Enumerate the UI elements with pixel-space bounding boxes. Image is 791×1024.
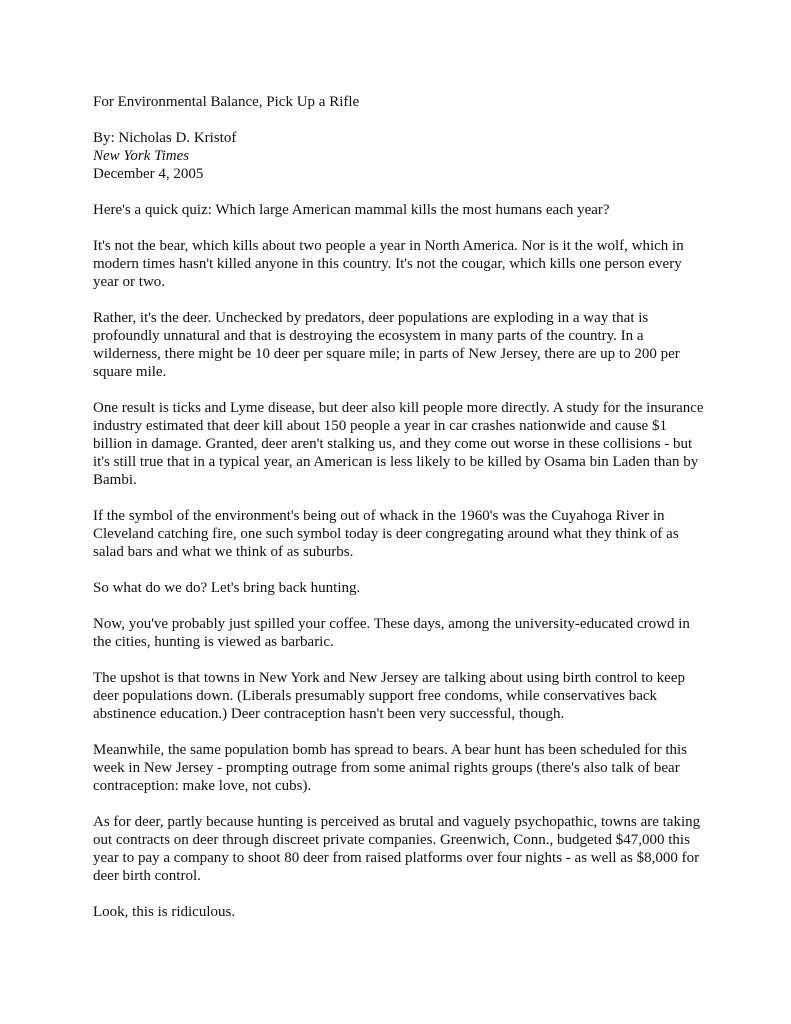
- paragraph-deer: Rather, it's the deer. Unchecked by predators, deer populations are exploding in a way that is profoundly unnatural and that is destroying the ecosystem in many parts of the country. In a wilderness, there might be 10 deer per square mile; in parts of New Jersey, there are up to 200 per square mile.: [93, 310, 680, 380]
- byline: By: Nicholas D. Kristof: [93, 130, 237, 146]
- paragraph-ticks: One result is ticks and Lyme disease, but deer also kill people more directly. A study for the insurance industry estimated that deer kill about 150 people a year in car crashes nationwide and cause $1 billion in damage. Granted, deer aren't stalking us, and they come out worse in these collisions - but it's still true that in a typical year, an American is less likely to be killed by Osama bin Laden than by Bambi.: [93, 400, 704, 488]
- article-meta: [93, 129, 708, 183]
- paragraph-not-bear: It's not the bear, which kills about two people a year in North America. Nor is it the wolf, which in modern times hasn't killed anyone in this country. It's not the cougar, which kills one person every year or two.: [93, 238, 684, 290]
- paragraph-hunting: So what do we do? Let's bring back hunting.: [93, 580, 361, 596]
- paragraph-ridiculous: Look, this is ridiculous.: [93, 904, 236, 920]
- paragraph-contracts: As for deer, partly because hunting is perceived as brutal and vaguely psychopathic, towns are taking out contracts on deer through discreet private companies. Greenwich, Conn., budgeted $47,000 this year to pay a company to shoot 80 deer from raised platforms over four nights - as well as $8,000 for deer birth control.: [93, 814, 701, 884]
- paragraph-coffee: Now, you've probably just spilled your coffee. These days, among the university-educated crowd in the cities, hunting is viewed as barbaric.: [93, 616, 690, 650]
- paragraph-quiz: Here's a quick quiz: Which large American mammal kills the most humans each year?: [93, 202, 610, 218]
- article-body: [93, 201, 708, 921]
- publication-name: New York Times: [93, 148, 190, 164]
- document-page: [93, 93, 708, 939]
- paragraph-upshot: The upshot is that towns in New York and New Jersey are talking about using birth control to keep deer populations down. (Liberals presumably support free condoms, while conservatives back abstinence education.) Deer contraception hasn't been very successful, though.: [93, 670, 685, 722]
- paragraph-bears: Meanwhile, the same population bomb has spread to bears. A bear hunt has been scheduled for this week in New Jersey - prompting outrage from some animal rights groups (there's also talk of bear contraception: make love, not cubs).: [93, 742, 688, 794]
- paragraph-symbol: If the symbol of the environment's being out of whack in the 1960's was the Cuyahoga River in Cleveland catching fire, one such symbol today is deer congregating around what they think of as salad bars and what we think of as suburbs.: [93, 508, 679, 560]
- article-title: For Environmental Balance, Pick Up a Rifle: [93, 94, 360, 110]
- publication-date: December 4, 2005: [93, 166, 204, 182]
